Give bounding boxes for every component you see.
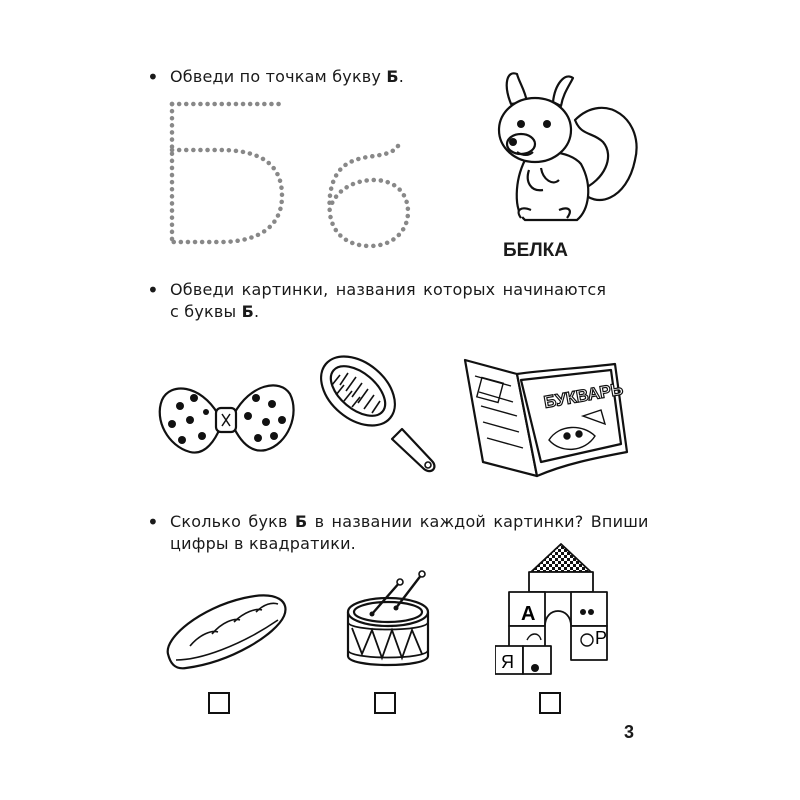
- drum-icon: [338, 568, 438, 676]
- task-3-line-1: Сколько букв Б в названии каждой картинки? Впиши: [170, 512, 649, 531]
- task-1: • Обведи по точкам букву Б.: [147, 65, 405, 89]
- task-2-line-2: с буквы Б.: [170, 302, 260, 321]
- bullet: •: [147, 510, 159, 534]
- bullet: •: [147, 278, 159, 302]
- bullet: •: [147, 65, 159, 89]
- hairbrush-icon[interactable]: [310, 345, 450, 475]
- bread-icon: [160, 590, 292, 672]
- block-letter-ya: Я: [501, 652, 514, 672]
- squirrel-caption: БЕЛКА: [503, 240, 568, 261]
- task-2-line-1: Обведи картинки, названия которых начинаются: [170, 280, 607, 299]
- task-2-letter: Б: [241, 302, 255, 321]
- task-1-letter: Б: [386, 67, 399, 86]
- block-letter-r: Р: [595, 628, 608, 648]
- squirrel-icon: [485, 60, 645, 230]
- blocks-icon: [495, 540, 620, 680]
- trace-letters[interactable]: [150, 90, 430, 260]
- answer-box-bread[interactable]: [208, 692, 230, 714]
- book-cover-title: БУКВАРЬ: [542, 379, 625, 412]
- answer-box-drum[interactable]: [374, 692, 396, 714]
- answer-box-blocks[interactable]: [539, 692, 561, 714]
- task-3-line-2: цифры в квадратики.: [170, 534, 356, 553]
- task-1-text: Обведи по точкам букву: [170, 67, 387, 86]
- block-letter-a: А: [521, 603, 536, 625]
- book-icon[interactable]: [455, 340, 635, 480]
- bow-icon[interactable]: [150, 370, 300, 470]
- task-2: [147, 278, 607, 323]
- task-3-letter: Б: [294, 512, 308, 531]
- page-number: 3: [624, 722, 635, 742]
